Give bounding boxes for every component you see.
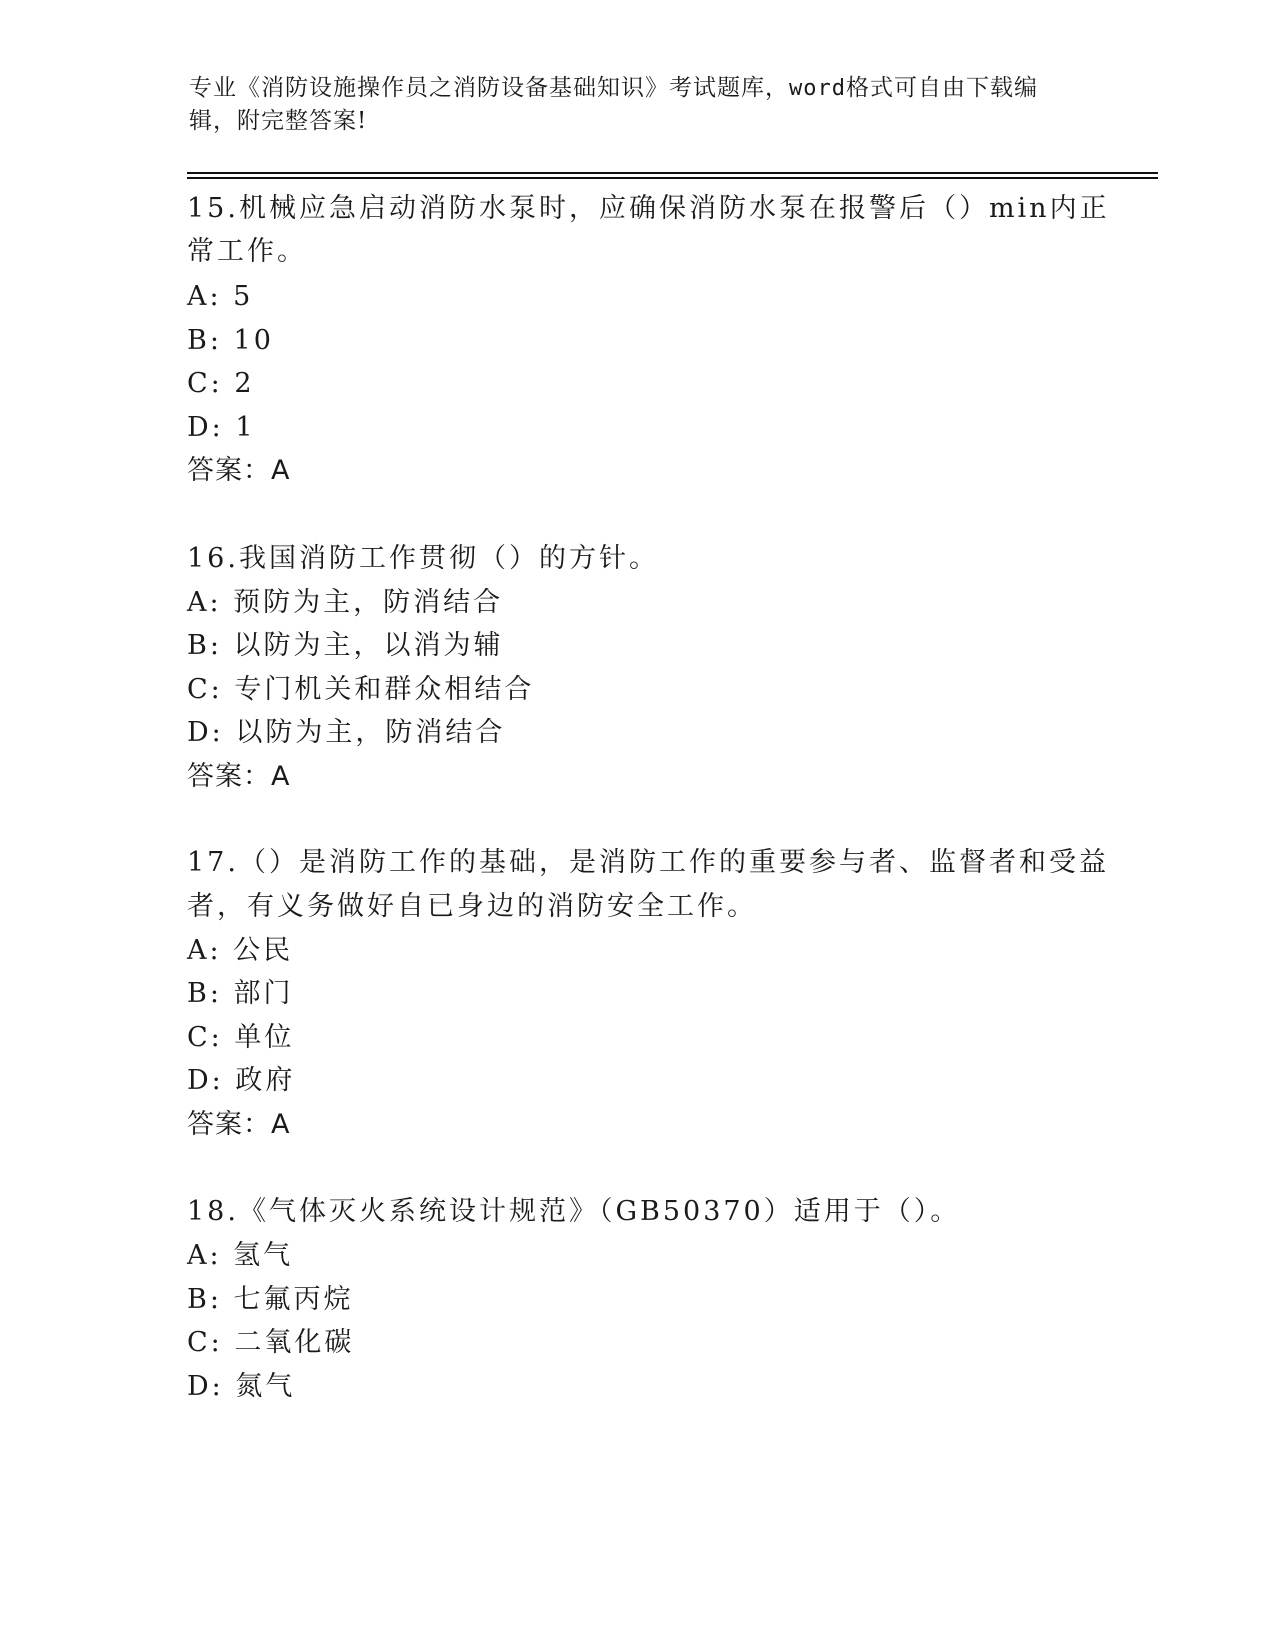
question-16-stem-line-1: 16.我国消防工作贯彻（）的方针。 bbox=[187, 543, 659, 574]
question-18-option-d: D: 氮气 bbox=[187, 1371, 296, 1402]
question-18-option-c: C: 二氧化碳 bbox=[187, 1327, 355, 1358]
question-15-option-c: C: 2 bbox=[187, 368, 255, 399]
question-17-option-a: A: 公民 bbox=[187, 935, 294, 966]
question-16-option-b: B: 以防为主，以消为辅 bbox=[187, 630, 504, 661]
question-18-option-b: B: 七氟丙烷 bbox=[187, 1284, 354, 1315]
question-18-stem-line-1: 18.《气体灭火系统设计规范》（GB50370）适用于（）。 bbox=[187, 1196, 961, 1227]
question-16-answer: 答案：A bbox=[187, 761, 291, 792]
document-header-line-2: 辑，附完整答案! bbox=[189, 108, 368, 134]
question-15-answer: 答案：A bbox=[187, 455, 291, 486]
header-divider-bottom bbox=[187, 177, 1158, 179]
question-17-stem-line-2: 者，有义务做好自已身边的消防安全工作。 bbox=[187, 891, 757, 922]
question-15-option-d: D: 1 bbox=[187, 412, 256, 443]
question-15-option-b: B: 10 bbox=[187, 325, 274, 356]
question-15-stem-line-2: 常工作。 bbox=[187, 236, 307, 267]
header-text-pre: 专业《消防设施操作员之消防设备基础知识》考试题库， bbox=[189, 75, 789, 101]
header-divider-top bbox=[187, 172, 1158, 174]
question-17-option-c: C: 单位 bbox=[187, 1022, 295, 1053]
question-16-option-c: C: 专门机关和群众相结合 bbox=[187, 674, 535, 705]
question-15-stem-line-1: 15.机械应急启动消防水泵时，应确保消防水泵在报警后（）min内正 bbox=[187, 193, 1110, 224]
question-17-stem-line-1: 17.（）是消防工作的基础，是消防工作的重要参与者、监督者和受益 bbox=[187, 847, 1109, 878]
document-header-line-1 bbox=[189, 71, 1059, 106]
header-text-post: 格式可自由下载编 bbox=[845, 75, 1038, 101]
question-17-option-b: B: 部门 bbox=[187, 978, 294, 1009]
question-15-option-a: A: 5 bbox=[187, 281, 254, 312]
question-17-option-d: D: 政府 bbox=[187, 1065, 296, 1096]
question-16-option-a: A: 预防为主，防消结合 bbox=[187, 587, 504, 618]
question-16-option-d: D: 以防为主，防消结合 bbox=[187, 717, 506, 748]
header-text-word: word bbox=[789, 76, 846, 101]
question-18-option-a: A: 氢气 bbox=[187, 1240, 294, 1271]
question-17-answer: 答案：A bbox=[187, 1109, 291, 1140]
